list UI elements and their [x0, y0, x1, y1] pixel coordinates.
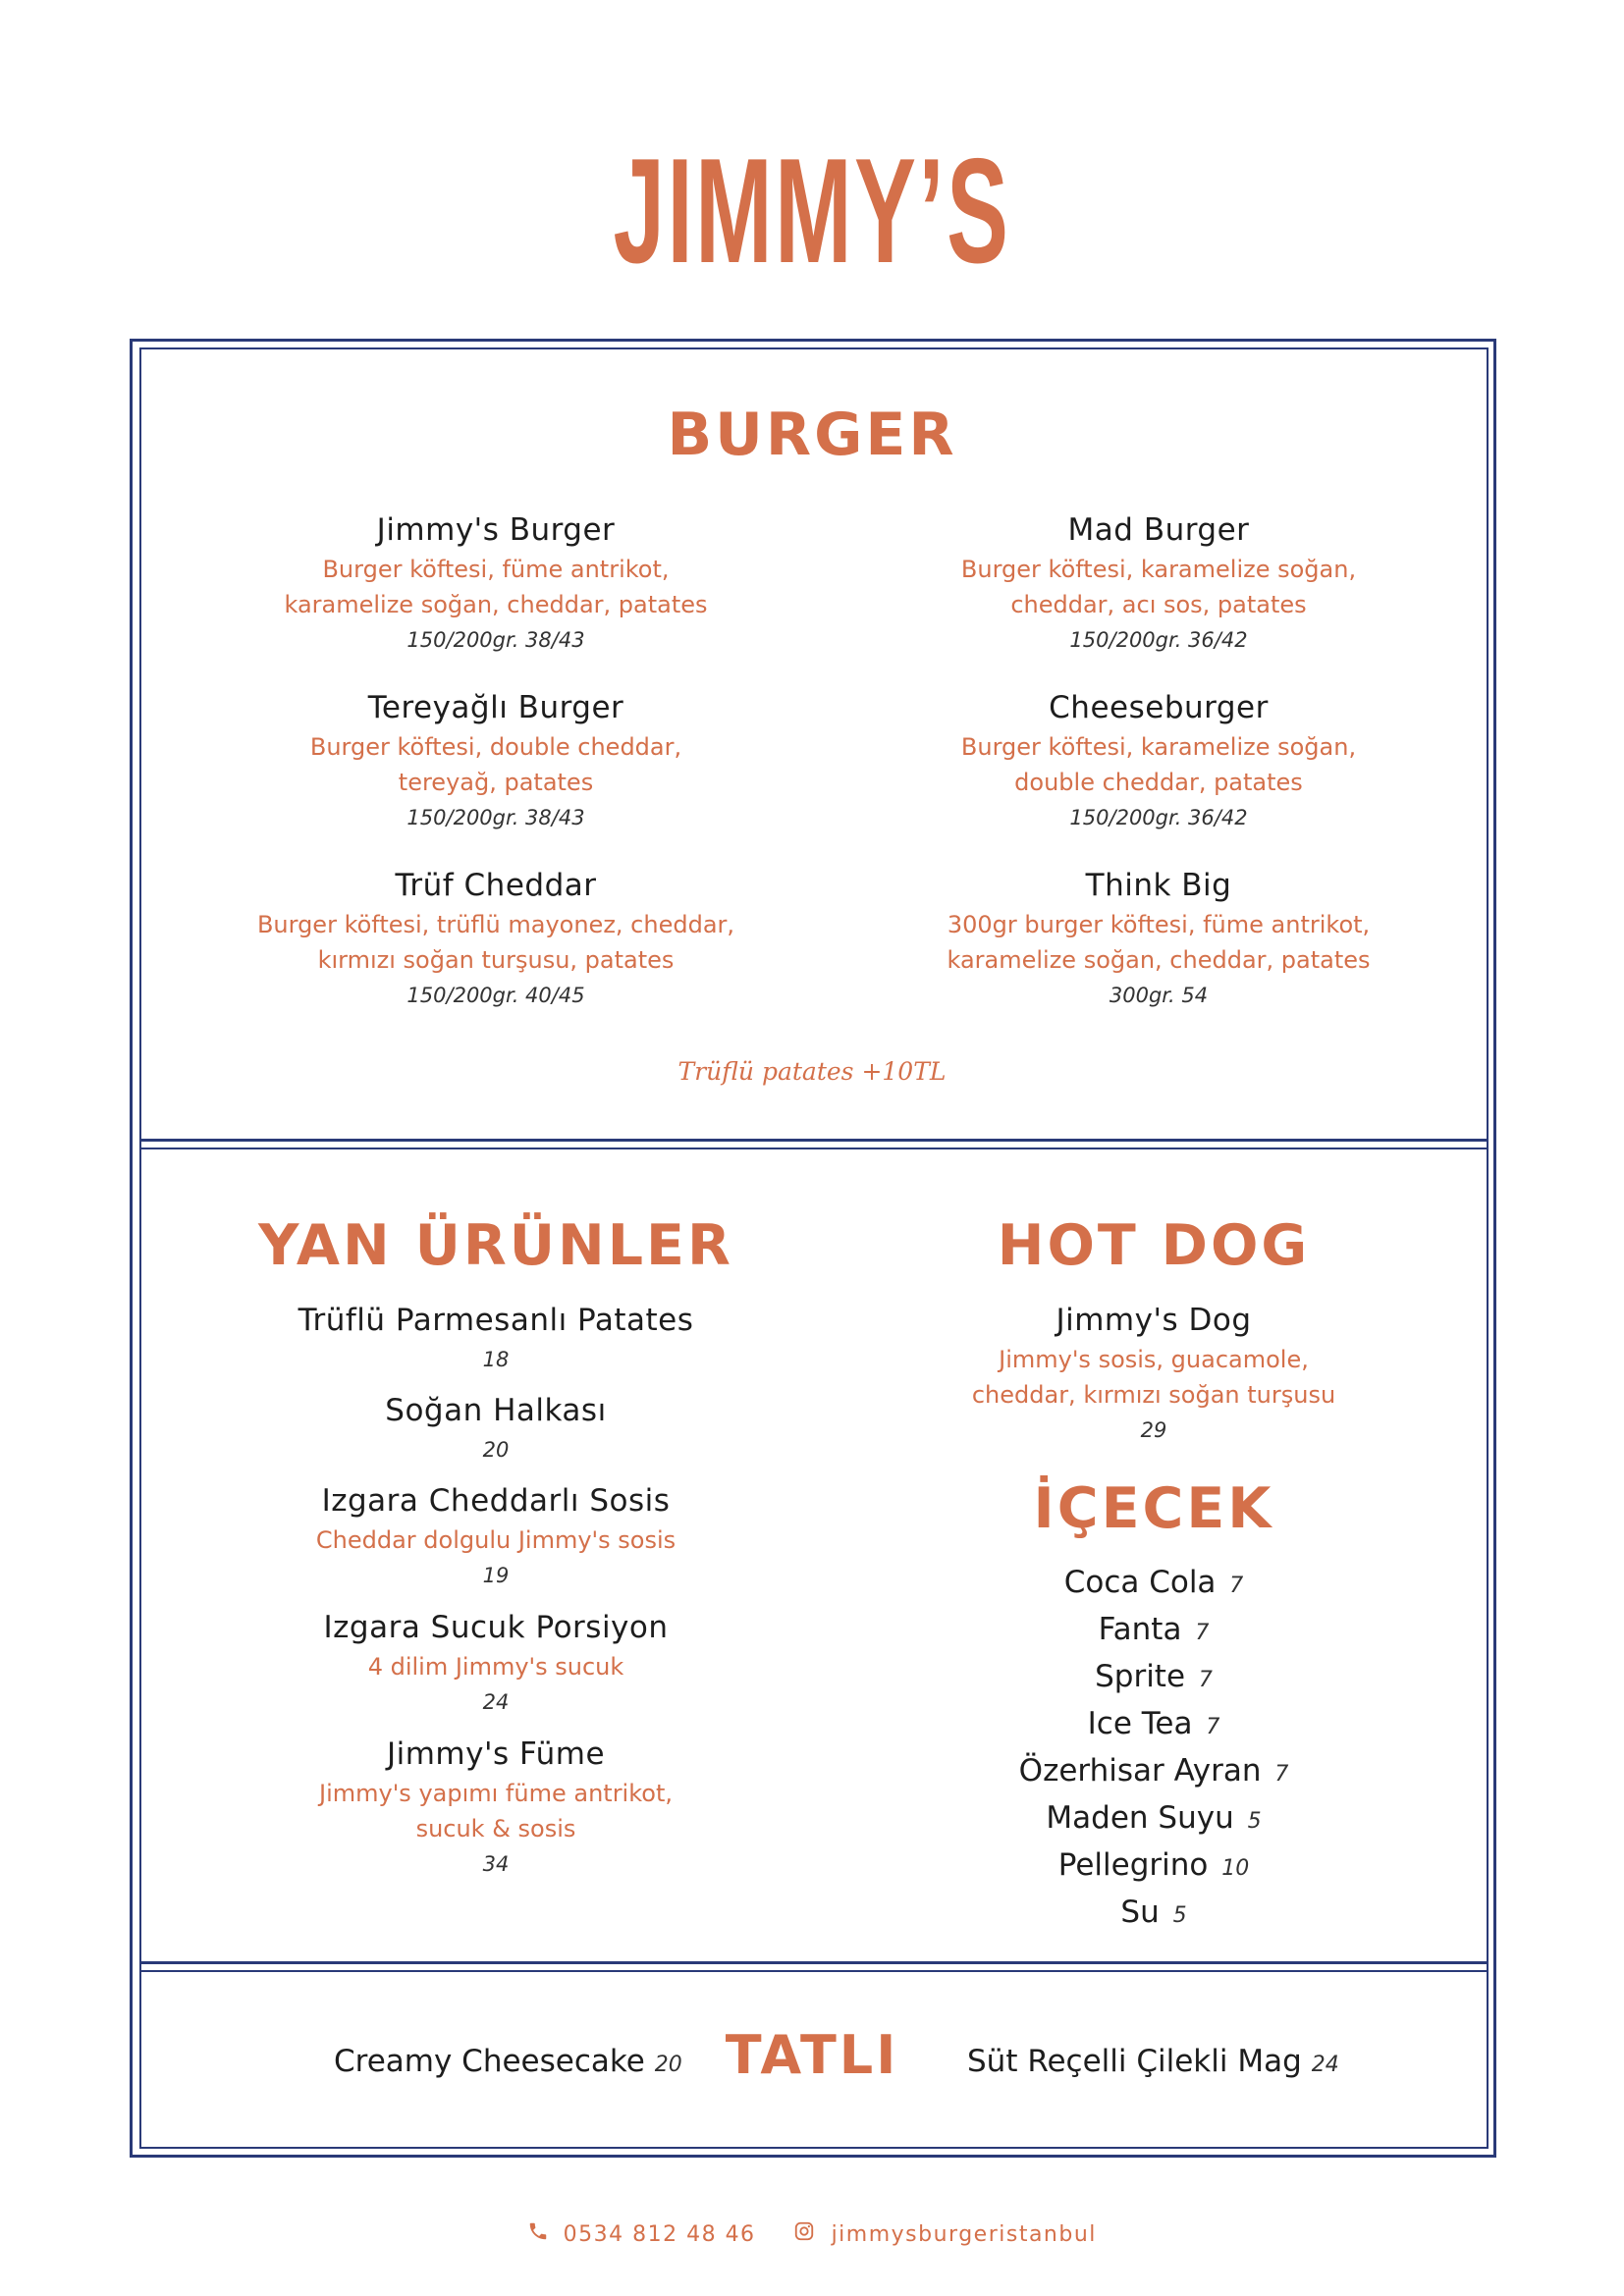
item-description: cheddar, acı sos, patates — [1010, 591, 1307, 618]
phone-icon — [527, 2220, 549, 2248]
item-name: Süt Reçelli Çilekli Mag — [967, 2044, 1302, 2079]
item-price: 150/200gr. 36/42 — [1069, 628, 1248, 652]
item-price: 24 — [482, 1690, 510, 1714]
list-item — [982, 1796, 1326, 1843]
menu-item — [201, 508, 790, 658]
item-price: 29 — [1140, 1418, 1167, 1442]
item-name: Özerhisar Ayran — [1018, 1753, 1262, 1789]
item-name: Cheeseburger — [1049, 690, 1269, 725]
item-name: Coca Cola — [1063, 1565, 1217, 1600]
item-description: 4 dilim Jimmy's sucuk — [367, 1653, 624, 1681]
section-divider — [139, 1139, 1489, 1149]
item-name: Jimmy's Füme — [386, 1736, 606, 1772]
drinks-list — [982, 1561, 1326, 1938]
item-price: 150/200gr. 38/43 — [406, 628, 585, 652]
menu-item — [864, 864, 1453, 1013]
item-name: Jimmy's Dog — [1056, 1303, 1252, 1338]
menu-item — [201, 686, 790, 835]
list-item — [982, 1561, 1326, 1608]
dessert-heading: TATLI — [725, 2024, 899, 2086]
item-description: Cheddar dolgulu Jimmy's sosis — [315, 1526, 677, 1554]
list-item — [982, 1891, 1326, 1938]
phone-number[interactable]: 0534 812 48 46 — [563, 2221, 756, 2247]
item-name: Sprite — [1095, 1659, 1186, 1694]
menu-item — [864, 508, 1453, 658]
item-price: 150/200gr. 36/42 — [1069, 806, 1248, 829]
item-name: Fanta — [1098, 1612, 1182, 1647]
item-name: Tereyağlı Burger — [367, 690, 624, 725]
list-item — [982, 1843, 1326, 1891]
item-description: 300gr burger köftesi, füme antrikot, — [947, 911, 1371, 938]
item-description: Burger köftesi, füme antrikot, — [322, 556, 670, 583]
list-item — [982, 1655, 1326, 1702]
item-price: 150/200gr. 38/43 — [406, 806, 585, 829]
menu-item — [859, 1299, 1448, 1448]
item-price: 7 — [1195, 1621, 1210, 1645]
item-description: karamelize soğan, cheddar, patates — [284, 591, 708, 618]
hotdog-heading: HOT DOG — [997, 1213, 1311, 1278]
item-name: Creamy Cheesecake — [334, 2044, 645, 2079]
menu-item — [864, 686, 1453, 835]
footer-contact — [0, 2220, 1624, 2248]
menu-item — [201, 1606, 790, 1720]
item-name: Mad Burger — [1067, 512, 1250, 548]
item-name: Ice Tea — [1087, 1706, 1193, 1741]
item-description: cheddar, kırmızı soğan turşusu — [971, 1381, 1336, 1409]
item-price: 10 — [1221, 1856, 1250, 1881]
instagram-handle[interactable]: jimmysburgeristanbul — [831, 2221, 1097, 2247]
item-description: Jimmy's yapımı füme antrikot, — [319, 1780, 673, 1807]
item-price: 150/200gr. 40/45 — [406, 984, 585, 1007]
item-price: 18 — [482, 1348, 510, 1371]
item-price: 19 — [482, 1564, 510, 1587]
item-name: Pellegrino — [1057, 1847, 1209, 1883]
item-price: 20 — [482, 1438, 510, 1462]
item-description: sucuk & sosis — [415, 1815, 576, 1842]
item-description: karamelize soğan, cheddar, patates — [947, 946, 1371, 974]
item-price: 34 — [482, 1852, 510, 1876]
instagram-icon — [793, 2220, 815, 2248]
item-price: 5 — [1172, 1903, 1187, 1928]
item-description: Burger köftesi, karamelize soğan, — [960, 556, 1357, 583]
list-item — [982, 1702, 1326, 1749]
item-description: Burger köftesi, trüflü mayonez, cheddar, — [256, 911, 735, 938]
item-description: Burger köftesi, double cheddar, — [309, 733, 682, 761]
item-name: Jimmy's Burger — [376, 512, 616, 548]
item-price: 7 — [1274, 1762, 1289, 1787]
brand-logo: JIMMY’S — [613, 128, 1011, 294]
menu-item — [201, 864, 790, 1013]
item-name: Think Big — [1085, 868, 1232, 903]
menu-item — [201, 1389, 790, 1468]
list-item — [982, 1749, 1326, 1796]
item-price: 24 — [1311, 2053, 1339, 2077]
item-name: Trüflü Parmesanlı Patates — [298, 1303, 694, 1338]
item-price: 300gr. 54 — [1109, 984, 1209, 1007]
item-description: Burger köftesi, karamelize soğan, — [960, 733, 1357, 761]
item-name: Izgara Cheddarlı Sosis — [321, 1483, 671, 1519]
item-description: kırmızı soğan turşusu, patates — [317, 946, 675, 974]
item-price: 7 — [1229, 1574, 1244, 1598]
item-price: 20 — [654, 2053, 682, 2077]
item-name: Su — [1120, 1895, 1160, 1930]
drinks-heading: İÇECEK — [1033, 1476, 1274, 1541]
item-description: double cheddar, patates — [1014, 769, 1303, 796]
item-name: Soğan Halkası — [385, 1393, 607, 1428]
burger-heading: BURGER — [667, 400, 957, 469]
menu-item — [201, 1479, 790, 1593]
item-price: 7 — [1206, 1715, 1220, 1739]
section-divider — [139, 1961, 1489, 1972]
menu-item — [201, 1733, 790, 1882]
item-name: Izgara Sucuk Porsiyon — [323, 1610, 669, 1645]
dessert-item — [334, 2040, 682, 2087]
item-price: 5 — [1247, 1809, 1262, 1834]
item-description: tereyağ, patates — [398, 769, 594, 796]
item-description: Jimmy's sosis, guacamole, — [999, 1346, 1309, 1373]
dessert-item — [967, 2040, 1339, 2087]
burger-note: Trüflü patates +10TL — [677, 1057, 947, 1086]
menu-item — [201, 1299, 790, 1377]
item-name: Maden Suyu — [1046, 1800, 1234, 1836]
item-name: Trüf Cheddar — [395, 868, 597, 903]
item-price: 7 — [1198, 1668, 1213, 1692]
sides-heading: YAN ÜRÜNLER — [258, 1213, 733, 1278]
list-item — [982, 1608, 1326, 1655]
